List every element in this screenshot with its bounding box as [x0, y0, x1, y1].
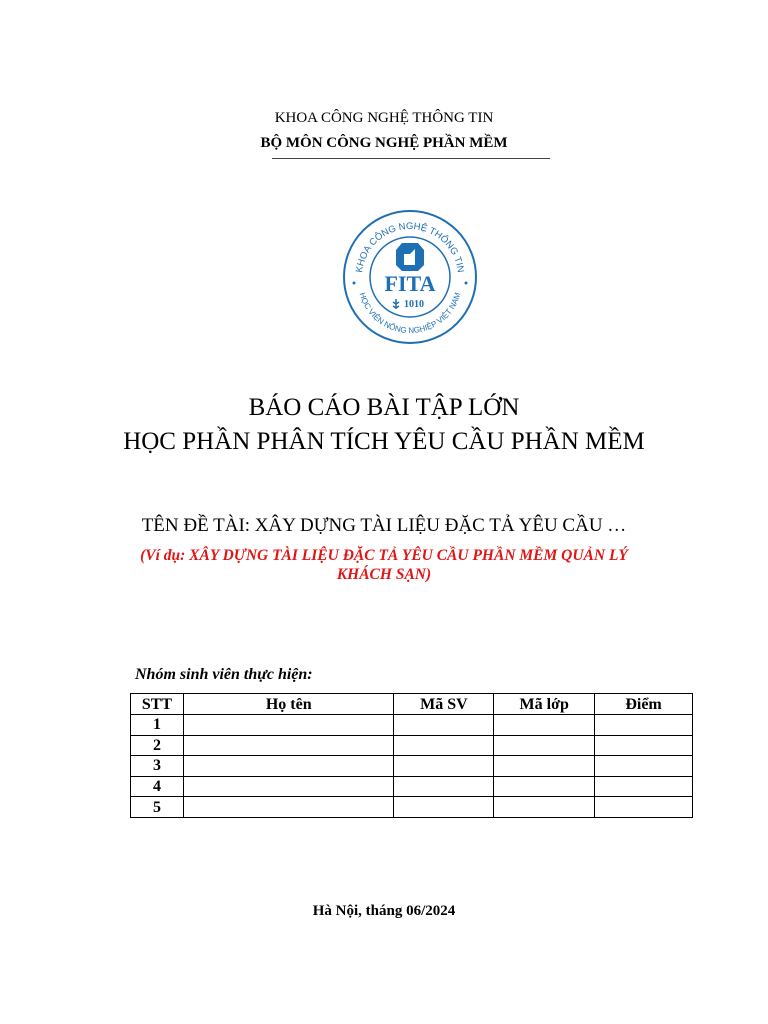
stt-cell: 3	[131, 756, 184, 777]
col-stt: STT	[131, 694, 184, 715]
logo-name: FITA	[384, 271, 436, 296]
report-title: BÁO CÁO BÀI TẬP LỚN	[248, 394, 520, 421]
fita-logo	[340, 207, 480, 347]
table-header	[131, 694, 693, 715]
col-student-id: Mã SV	[394, 694, 494, 715]
id-cell	[394, 715, 494, 736]
stt-cell: 5	[131, 797, 184, 818]
logo-top-text: KHOA CÔNG NGHỆ THÔNG TIN	[354, 220, 466, 274]
score-cell	[595, 735, 693, 756]
score-cell	[595, 756, 693, 777]
table-row	[131, 756, 693, 777]
logo-year: 1010	[404, 299, 424, 310]
class-cell	[494, 715, 595, 736]
name-cell	[183, 797, 394, 818]
name-cell	[183, 715, 394, 736]
id-cell	[394, 735, 494, 756]
score-cell	[595, 776, 693, 797]
class-cell	[494, 735, 595, 756]
department-name: BỘ MÔN CÔNG NGHỆ PHẦN MỀM	[260, 135, 508, 151]
id-cell	[394, 756, 494, 777]
table-row	[131, 715, 693, 736]
svg-text:HỌC VIỆN NÔNG NGHIỆP VIỆT NAM	[358, 291, 463, 335]
class-cell	[494, 776, 595, 797]
table-row	[131, 776, 693, 797]
score-cell	[595, 797, 693, 818]
col-name: Họ tên	[183, 694, 394, 715]
topic-example-cont: KHÁCH SẠN)	[336, 566, 432, 583]
divider	[272, 158, 550, 159]
id-cell	[394, 797, 494, 818]
table-row	[131, 735, 693, 756]
group-label: Nhóm sinh viên thực hiện:	[135, 666, 313, 683]
id-cell	[394, 776, 494, 797]
members-table	[130, 693, 693, 818]
col-class-id: Mã lớp	[494, 694, 595, 715]
col-score: Điểm	[595, 694, 693, 715]
logo-bottom-text: HỌC VIỆN NÔNG NGHIỆP VIỆT NAM	[357, 291, 463, 336]
topic-title: TÊN ĐỀ TÀI: XÂY DỰNG TÀI LIỆU ĐẶC TẢ YÊU CẦU …	[141, 515, 627, 536]
topic-example: (Ví dụ: XÂY DỰNG TÀI LIỆU ĐẶC TẢ YÊU CẦU PHẦN MỀM QUẢN LÝ	[140, 547, 628, 564]
class-cell	[494, 797, 595, 818]
class-cell	[494, 756, 595, 777]
name-cell	[183, 735, 394, 756]
stt-cell: 4	[131, 776, 184, 797]
course-title: HỌC PHẦN PHÂN TÍCH YÊU CẦU PHẦN MỀM	[123, 428, 645, 455]
stt-cell: 1	[131, 715, 184, 736]
score-cell	[595, 715, 693, 736]
faculty-name: KHOA CÔNG NGHỆ THÔNG TIN	[274, 110, 494, 126]
table-row	[131, 797, 693, 818]
date-place: Hà Nội, tháng 06/2024	[312, 903, 456, 919]
name-cell	[183, 756, 394, 777]
stt-cell: 2	[131, 735, 184, 756]
name-cell	[183, 776, 394, 797]
